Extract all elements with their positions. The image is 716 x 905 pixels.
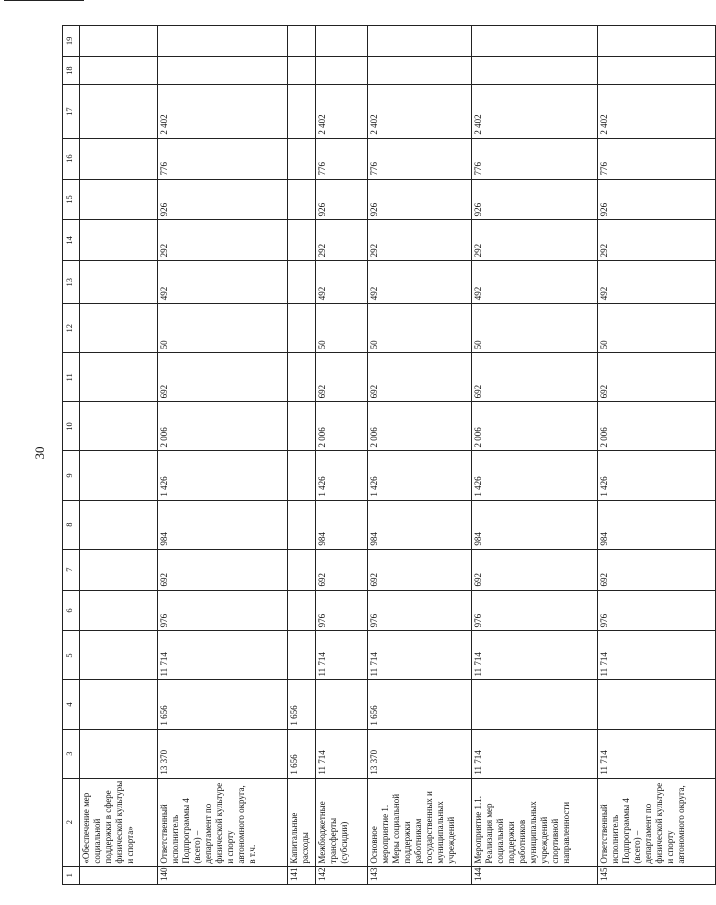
value-cell: 2 402 xyxy=(316,85,368,138)
top-border-mark xyxy=(4,0,84,1)
value-cell xyxy=(598,26,716,57)
value-cell: 1 656 xyxy=(158,680,288,729)
value-cell xyxy=(80,549,158,590)
value-cell xyxy=(80,353,158,402)
value-cell: 13 370 xyxy=(158,729,288,778)
value-cell: 11 714 xyxy=(472,631,598,680)
value-cell: 11 714 xyxy=(472,729,598,778)
value-cell xyxy=(288,402,316,451)
row-number-cell: 145 xyxy=(598,866,716,884)
value-cell: 926 xyxy=(158,179,288,220)
value-cell xyxy=(316,680,368,729)
value-cell: 692 xyxy=(158,353,288,402)
row-name-cell: Мероприятие 1.1. Реализация мер социальной поддержки работников муниципальных учреждений спортивной направленности xyxy=(472,778,598,866)
value-cell: 50 xyxy=(598,304,716,353)
value-cell xyxy=(288,451,316,500)
value-cell: 2 006 xyxy=(368,402,472,451)
value-cell: 984 xyxy=(158,500,288,549)
value-cell: 292 xyxy=(598,220,716,261)
value-cell: 11 714 xyxy=(158,631,288,680)
table-row xyxy=(316,26,368,885)
value-cell xyxy=(80,590,158,631)
budget-table xyxy=(62,25,716,885)
row-name-cell: Основное мероприятие 1. Меры социальной поддержки работникам государственных и муниципальных учреждений xyxy=(368,778,472,866)
value-cell xyxy=(80,261,158,304)
value-cell: 1 426 xyxy=(472,451,598,500)
value-cell: 976 xyxy=(472,590,598,631)
col-header: 4 xyxy=(63,680,80,729)
value-cell: 1 656 xyxy=(288,680,316,729)
value-cell: 2 006 xyxy=(598,402,716,451)
col-header: 12 xyxy=(63,304,80,353)
value-cell: 492 xyxy=(368,261,472,304)
row-name-cell: Капитальные расходы xyxy=(288,778,316,866)
value-cell xyxy=(316,26,368,57)
table-row xyxy=(598,26,716,885)
col-header: 10 xyxy=(63,402,80,451)
value-cell: 2 006 xyxy=(316,402,368,451)
value-cell xyxy=(598,56,716,85)
value-cell: 976 xyxy=(158,590,288,631)
row-number-cell: 143 xyxy=(368,866,472,884)
value-cell xyxy=(316,56,368,85)
col-header: 8 xyxy=(63,500,80,549)
col-header: 11 xyxy=(63,353,80,402)
value-cell: 292 xyxy=(368,220,472,261)
col-header: 17 xyxy=(63,85,80,138)
col-header: 2 xyxy=(63,778,80,866)
value-cell xyxy=(80,220,158,261)
value-cell: 926 xyxy=(316,179,368,220)
value-cell: 976 xyxy=(368,590,472,631)
value-cell xyxy=(288,590,316,631)
table-row xyxy=(472,26,598,885)
value-cell: 976 xyxy=(316,590,368,631)
value-cell: 984 xyxy=(316,500,368,549)
row-number-cell: 141 xyxy=(288,866,316,884)
value-cell: 492 xyxy=(316,261,368,304)
value-cell: 292 xyxy=(158,220,288,261)
value-cell: 692 xyxy=(472,353,598,402)
value-cell: 50 xyxy=(472,304,598,353)
value-cell: 292 xyxy=(316,220,368,261)
value-cell xyxy=(80,304,158,353)
value-cell: 492 xyxy=(158,261,288,304)
col-header: 5 xyxy=(63,631,80,680)
value-cell xyxy=(80,680,158,729)
table-row xyxy=(288,26,316,885)
value-cell xyxy=(80,451,158,500)
value-cell xyxy=(288,631,316,680)
col-header: 19 xyxy=(63,26,80,57)
col-header: 13 xyxy=(63,261,80,304)
value-cell xyxy=(472,680,598,729)
value-cell xyxy=(80,26,158,57)
value-cell: 13 370 xyxy=(368,729,472,778)
value-cell: 692 xyxy=(598,549,716,590)
value-cell: 776 xyxy=(472,138,598,179)
value-cell: 11 714 xyxy=(598,631,716,680)
value-cell: 776 xyxy=(158,138,288,179)
header-row xyxy=(63,26,80,885)
col-header: 1 xyxy=(63,866,80,884)
table-row xyxy=(158,26,288,885)
value-cell xyxy=(472,26,598,57)
value-cell xyxy=(288,138,316,179)
value-cell: 1 426 xyxy=(368,451,472,500)
col-header: 3 xyxy=(63,729,80,778)
value-cell: 926 xyxy=(472,179,598,220)
value-cell xyxy=(288,549,316,590)
value-cell xyxy=(80,85,158,138)
table-row xyxy=(80,26,158,885)
value-cell: 1 656 xyxy=(288,729,316,778)
value-cell: 926 xyxy=(368,179,472,220)
value-cell: 1 656 xyxy=(368,680,472,729)
value-cell: 984 xyxy=(368,500,472,549)
value-cell: 1 426 xyxy=(316,451,368,500)
value-cell: 692 xyxy=(158,549,288,590)
value-cell xyxy=(158,26,288,57)
value-cell xyxy=(288,179,316,220)
value-cell: 776 xyxy=(598,138,716,179)
value-cell: 11 714 xyxy=(368,631,472,680)
value-cell xyxy=(158,56,288,85)
value-cell: 11 714 xyxy=(316,729,368,778)
value-cell xyxy=(80,631,158,680)
value-cell xyxy=(288,56,316,85)
value-cell: 11 714 xyxy=(316,631,368,680)
row-number-cell: 144 xyxy=(472,866,598,884)
col-header: 16 xyxy=(63,138,80,179)
value-cell: 1 426 xyxy=(158,451,288,500)
value-cell xyxy=(80,500,158,549)
value-cell: 776 xyxy=(316,138,368,179)
row-number-cell xyxy=(80,866,158,884)
value-cell: 692 xyxy=(598,353,716,402)
value-cell xyxy=(80,138,158,179)
value-cell: 984 xyxy=(598,500,716,549)
table-row xyxy=(368,26,472,885)
value-cell xyxy=(80,56,158,85)
value-cell: 50 xyxy=(368,304,472,353)
row-number-cell: 140 xyxy=(158,866,288,884)
row-number-cell: 142 xyxy=(316,866,368,884)
value-cell: 2 402 xyxy=(472,85,598,138)
value-cell xyxy=(288,500,316,549)
value-cell: 984 xyxy=(472,500,598,549)
value-cell: 2 402 xyxy=(598,85,716,138)
value-cell: 2 006 xyxy=(158,402,288,451)
value-cell: 692 xyxy=(368,353,472,402)
value-cell xyxy=(368,26,472,57)
value-cell xyxy=(598,680,716,729)
value-cell: 492 xyxy=(472,261,598,304)
rotated-table-container xyxy=(62,25,686,885)
value-cell: 692 xyxy=(368,549,472,590)
row-name-cell: Ответственный исполнитель Подпрограммы 4 (всего) – департамент по физической культуре и спорту автономного округа, xyxy=(598,778,716,866)
value-cell: 976 xyxy=(598,590,716,631)
row-name-cell: Ответственный исполнитель Подпрограммы 4 (всего) – департамент по физической культуре и спорту автономного округа, в т.ч. xyxy=(158,778,288,866)
value-cell: 776 xyxy=(368,138,472,179)
col-header: 9 xyxy=(63,451,80,500)
value-cell: 2 402 xyxy=(368,85,472,138)
value-cell: 692 xyxy=(316,353,368,402)
value-cell: 2 006 xyxy=(472,402,598,451)
value-cell xyxy=(288,261,316,304)
value-cell: 2 402 xyxy=(158,85,288,138)
value-cell: 1 426 xyxy=(598,451,716,500)
page-number: 30 xyxy=(32,446,47,460)
value-cell: 926 xyxy=(598,179,716,220)
value-cell xyxy=(288,304,316,353)
value-cell: 292 xyxy=(472,220,598,261)
value-cell: 692 xyxy=(316,549,368,590)
value-cell xyxy=(80,729,158,778)
value-cell xyxy=(80,402,158,451)
col-header: 7 xyxy=(63,549,80,590)
value-cell xyxy=(368,56,472,85)
value-cell: 11 714 xyxy=(598,729,716,778)
value-cell xyxy=(288,26,316,57)
value-cell xyxy=(288,85,316,138)
value-cell xyxy=(80,179,158,220)
row-name-cell: Межбюджетные трансферты (субсидии) xyxy=(316,778,368,866)
value-cell: 492 xyxy=(598,261,716,304)
table-body xyxy=(63,26,716,885)
col-header: 15 xyxy=(63,179,80,220)
value-cell: 50 xyxy=(158,304,288,353)
col-header: 18 xyxy=(63,56,80,85)
value-cell xyxy=(288,353,316,402)
row-name-cell: «Обеспечение мер социальной поддержки в сфере физической культуры и спорта» xyxy=(80,778,158,866)
value-cell xyxy=(288,220,316,261)
col-header: 6 xyxy=(63,590,80,631)
value-cell xyxy=(472,56,598,85)
value-cell: 692 xyxy=(472,549,598,590)
col-header: 14 xyxy=(63,220,80,261)
value-cell: 50 xyxy=(316,304,368,353)
